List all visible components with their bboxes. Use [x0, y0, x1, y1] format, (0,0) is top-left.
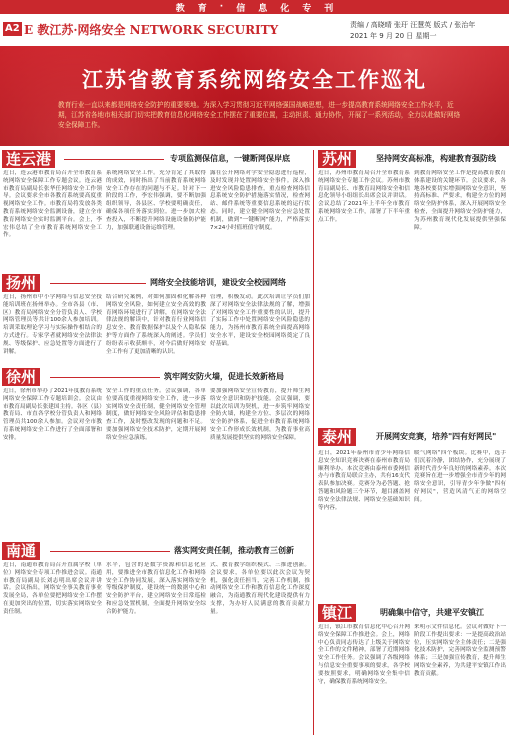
city-label: 泰州 [318, 428, 356, 446]
headline: 网络安全技能培训，建设安全校园网络 [150, 278, 286, 287]
masthead-char: 刊 [324, 3, 334, 14]
article-column: 到教育网络安全工作是提高教育教育体系建设的关键环节。会议要求，各地各校要切实增强网络安全意识，坚持高标准、严要求，构建全方位的网络安全防护体系，深入开展网络安全检查，全面提升网络安全防护能力，为苏州教育现代化发展提供坚强保障。 [414, 170, 506, 231]
headline: 明确集中信守，共建平安镇江 [380, 608, 484, 617]
article-column: 近日，2021年泰州市青少年网络信息安全知识竞赛决赛在泰州市教育局顺利举办。本次竞赛由泰州市委网信办与市教育局联合主办，共有16支代表队参加决赛。竞赛分为必答题、抢答题和风险题三个环节，题目涵盖网络安全法律法规、网络安全基础知识等内容。 [318, 450, 410, 511]
article-column: 结合研究案例，对如何加固和化解各种网络安全风险，如何建立安全高效的教育网络环境进行了讲解，在网络安全法律法规的解读中，针对教育行业网络信息安全、教育数据保护以及个人隐私保护等方面作了系统深入的阐述。学员们纷纷表示收获颇丰，对今后做好网络安全工作有了更加清晰的认识。 [106, 294, 206, 355]
masthead-char: 教 [175, 3, 185, 14]
city-label: 镇江 [318, 604, 356, 622]
section-header-taizhou [318, 428, 507, 446]
section-header-xuzhou [2, 368, 310, 386]
headline: 落实网安责任制，推动教育三创新 [174, 546, 294, 555]
masthead [0, 1, 509, 13]
article-column: 来明示文件信息化。会议对做好下一阶段工作提出要求：一是提高政治站位，压实网络安全主体责任；二是强化技术防护，完善网络安全监测预警体系；三是加强宣传教育，提升师生网络安全素养，为共建平安镇江作出教育贡献。 [414, 624, 506, 677]
section-header-yangzhou [2, 274, 310, 292]
article-column: 管理，积极发动。此次培训让学员们加深了对网络安全法律法规的了解，增强了对网络安全工作重要性的认识，提升了实际工作中处置网络安全风险隐患的能力，为扬州市教育系统全面提高网络安全水平，建设安全校园网络奠定了良好基础。 [210, 294, 310, 347]
headline-rule [50, 377, 160, 378]
article-column: 式、教育教学组织模式、三推进创新。会议要求，各单位要以此次会议为契机，强化责任担当，完善工作机制，推动网络安全工作和教育信息化工作深度融合，为南通教育现代化建设提供有力支撑，为办好人民满意的教育贡献力量。 [210, 562, 310, 615]
section-header-zhenjiang [318, 604, 507, 622]
article-column: 近日，苏州市教育局召开全市教育系统网络安全专题工作会议。苏州市教育局副局长、市教育局网络安全和信息化领导小组组长出席会议并讲话。会议总结了2021年上半年全市教育系统网络安全工作，部署了下半年重点工作。 [318, 170, 410, 223]
banner [0, 46, 509, 146]
city-label: 南通 [2, 542, 40, 560]
headline-rule [50, 551, 170, 552]
article-column: 近日，扬州市中小学网络与信息安全技能培训班在扬州举办。全市各县（市、区）教育局网络安全分管负责人、学校网络管理员等共计100余人参加培训。培训采取理论学习与实际操作相结合的方式进行。专家学者就网络安全法律法规、等级保护、应急处置等方面进行了讲解。 [3, 294, 102, 355]
section-header-lianyungang [2, 150, 310, 168]
article-column: 安全工作的重点任务。会议强调，各单位要高度重视网络安全工作，进一步落实网络安全责任制，健全网络安全管理制度，做好网络安全风险评估和隐患排查工作，及时整改发现的问题和不足。要加强网络安全技术防护，定期开展网络安全应急演练。 [106, 388, 206, 441]
masthead-char: 育 [197, 3, 207, 14]
headline-rule [50, 283, 146, 284]
article-column: 要加强网络安全宣传教育，提升师生网络安全意识和防护技能。会议强调，要以此次培训为契机，进一步筑牢网络安全防火墙，构建全方位、多层次的网络安全防护体系，促进全市教育系统网络安全工作形成长效机制，为教育事业高质量发展提供坚实的网络安全保障。 [210, 388, 310, 441]
city-label: 扬州 [2, 274, 40, 292]
city-label: 徐州 [2, 368, 40, 386]
headline: 开展网安竞赛，培养"四有好网民" [376, 432, 497, 441]
editor-credits: 责编 / 高晓晴 张玗 汪慧英 版式 / 张治年 [350, 21, 476, 29]
section-header-nantong [2, 542, 310, 560]
issue-date: 2021 年 9 月 20 日 星期一 [350, 32, 437, 40]
headline-rule [64, 159, 164, 160]
section-header-suzhou [318, 150, 507, 168]
section-title: E 教江苏·网络安全 NETWORK SECURITY [24, 23, 279, 37]
page-header [0, 18, 509, 46]
banner-subtitle: 教育行业一直以来都是网络安全防护的重要领地。为深入学习贯彻习近平网络强国战略思想，进一步提高教育系统网络安全工作水平，近期，江苏省各地市相关部门切实把教育信息化网络安全工作摆在了重要位置，主动担责、通力协作，开展了一系列活动，全力以赴做好网络安全保障工作。 [58, 101, 461, 129]
article-column: 近日，南通市教育局召开直属学校（单位）网络安全专项工作推进会议。南通市教育局副局长刘志明出席会议并讲话。会议指出，网络安全事关教育事业发展全局，各单位要把网络安全工作摆在更加突出的位置，切实落实网络安全责任制。 [3, 562, 102, 615]
headline: 筑牢网安防火墙，促进长效新格局 [164, 372, 284, 381]
masthead-char: 专 [302, 3, 312, 14]
article-column: 近日，连云港市教育局召开全市教育系统网络安全保障工作专题会议。连云港市教育局副局长张华任网络安全工作领导。会议要求全市各教育系统要高度重视网络安全工作。市教育局将发放各类教育系统网络安全监测设备，建立全市教育网络安全实时监测平台。会上，李宏伟总结了全市教育系统网络安全工作。 [3, 170, 102, 239]
article-column: 近日，镇江市教育信息化中心召开网络安全保障工作推进会。会上，网络中心负责同志传达了上级关于网络安全工作的文件精神，部署了近期网络安全工作任务。会议强调了各级网络与信息安全重要事项的要求，各学校要按照要求，明确网络安全集中信守，确保教育系统网络安全。 [318, 624, 410, 685]
city-label: 苏州 [318, 150, 356, 168]
city-label: 连云港 [2, 150, 55, 168]
article-column: 水平，包含的是数字资源和信息化应用，要推进全市教育信息化工作和网络安全工作协同发展，深入落实网络安全等级保护制度，建设统一的数据中心和安全防护平台，建立网络安全日常巡检和应急处置机制，全面提升网络安全综合防护能力。 [106, 562, 206, 615]
masthead-char: · [219, 2, 224, 12]
page-number: A2 [5, 23, 20, 34]
headline: 专项监测保信息，一键断网保岸底 [170, 154, 290, 163]
banner-title: 江苏省教育系统网络安全工作巡礼 [82, 68, 427, 92]
banner-decoration [0, 46, 509, 146]
column-divider [313, 150, 314, 735]
headline: 坚持网安高标准，构建教育强防线 [376, 154, 496, 163]
article-column: 暖气网络"四个板块。比赛中，选手们沉着冷静，团结协作，充分展现了新时代青少年良好的网络素养。本次竞赛旨在进一步增强全市青少年的网络安全意识，引导青少年争做"四有好网民"，营造风清气正的网络空间。 [414, 450, 506, 503]
article-column: 露在公开网络对学安全隐患进行巡检，及时发现并处置网络安全事件。深入推进安全风险隐患排查，重点检查网络信息系统安全防护措施落实情况，检查网站、邮件系统等重要信息系统的运行状态。同时，建立健全网络安全应急处置机制，做到"一键断网"能力，严格落实7×24小时值班值守制度。 [210, 170, 310, 231]
masthead-char: 化 [280, 3, 290, 14]
masthead-char: 信 [236, 3, 246, 14]
masthead-char: 息 [258, 3, 268, 14]
article-column: 系统网络安全工作。充分肯定了其取得的成效，同时指出了当前教育系统网络安全工作存在的问题与不足。针对下一阶段的工作，李宏伟强调，要不断加强组织领导，各县区、学校要明确责任，确保各项任务落实到位。进一步加大检查投入，不断提升网络设施设备防护能力，加强联通设备运维管理。 [106, 170, 206, 231]
article-column: 近日，徐州市举办了2021年度教育系统网络安全保障工作专题培训会。会议由市教育局副局长张建国主持。各区（县）教育局、市直各学校分管负责人和网络管理员共100余人参加。会议对全市教育系统网络安全工作进行了全面部署和安排。 [3, 388, 102, 441]
